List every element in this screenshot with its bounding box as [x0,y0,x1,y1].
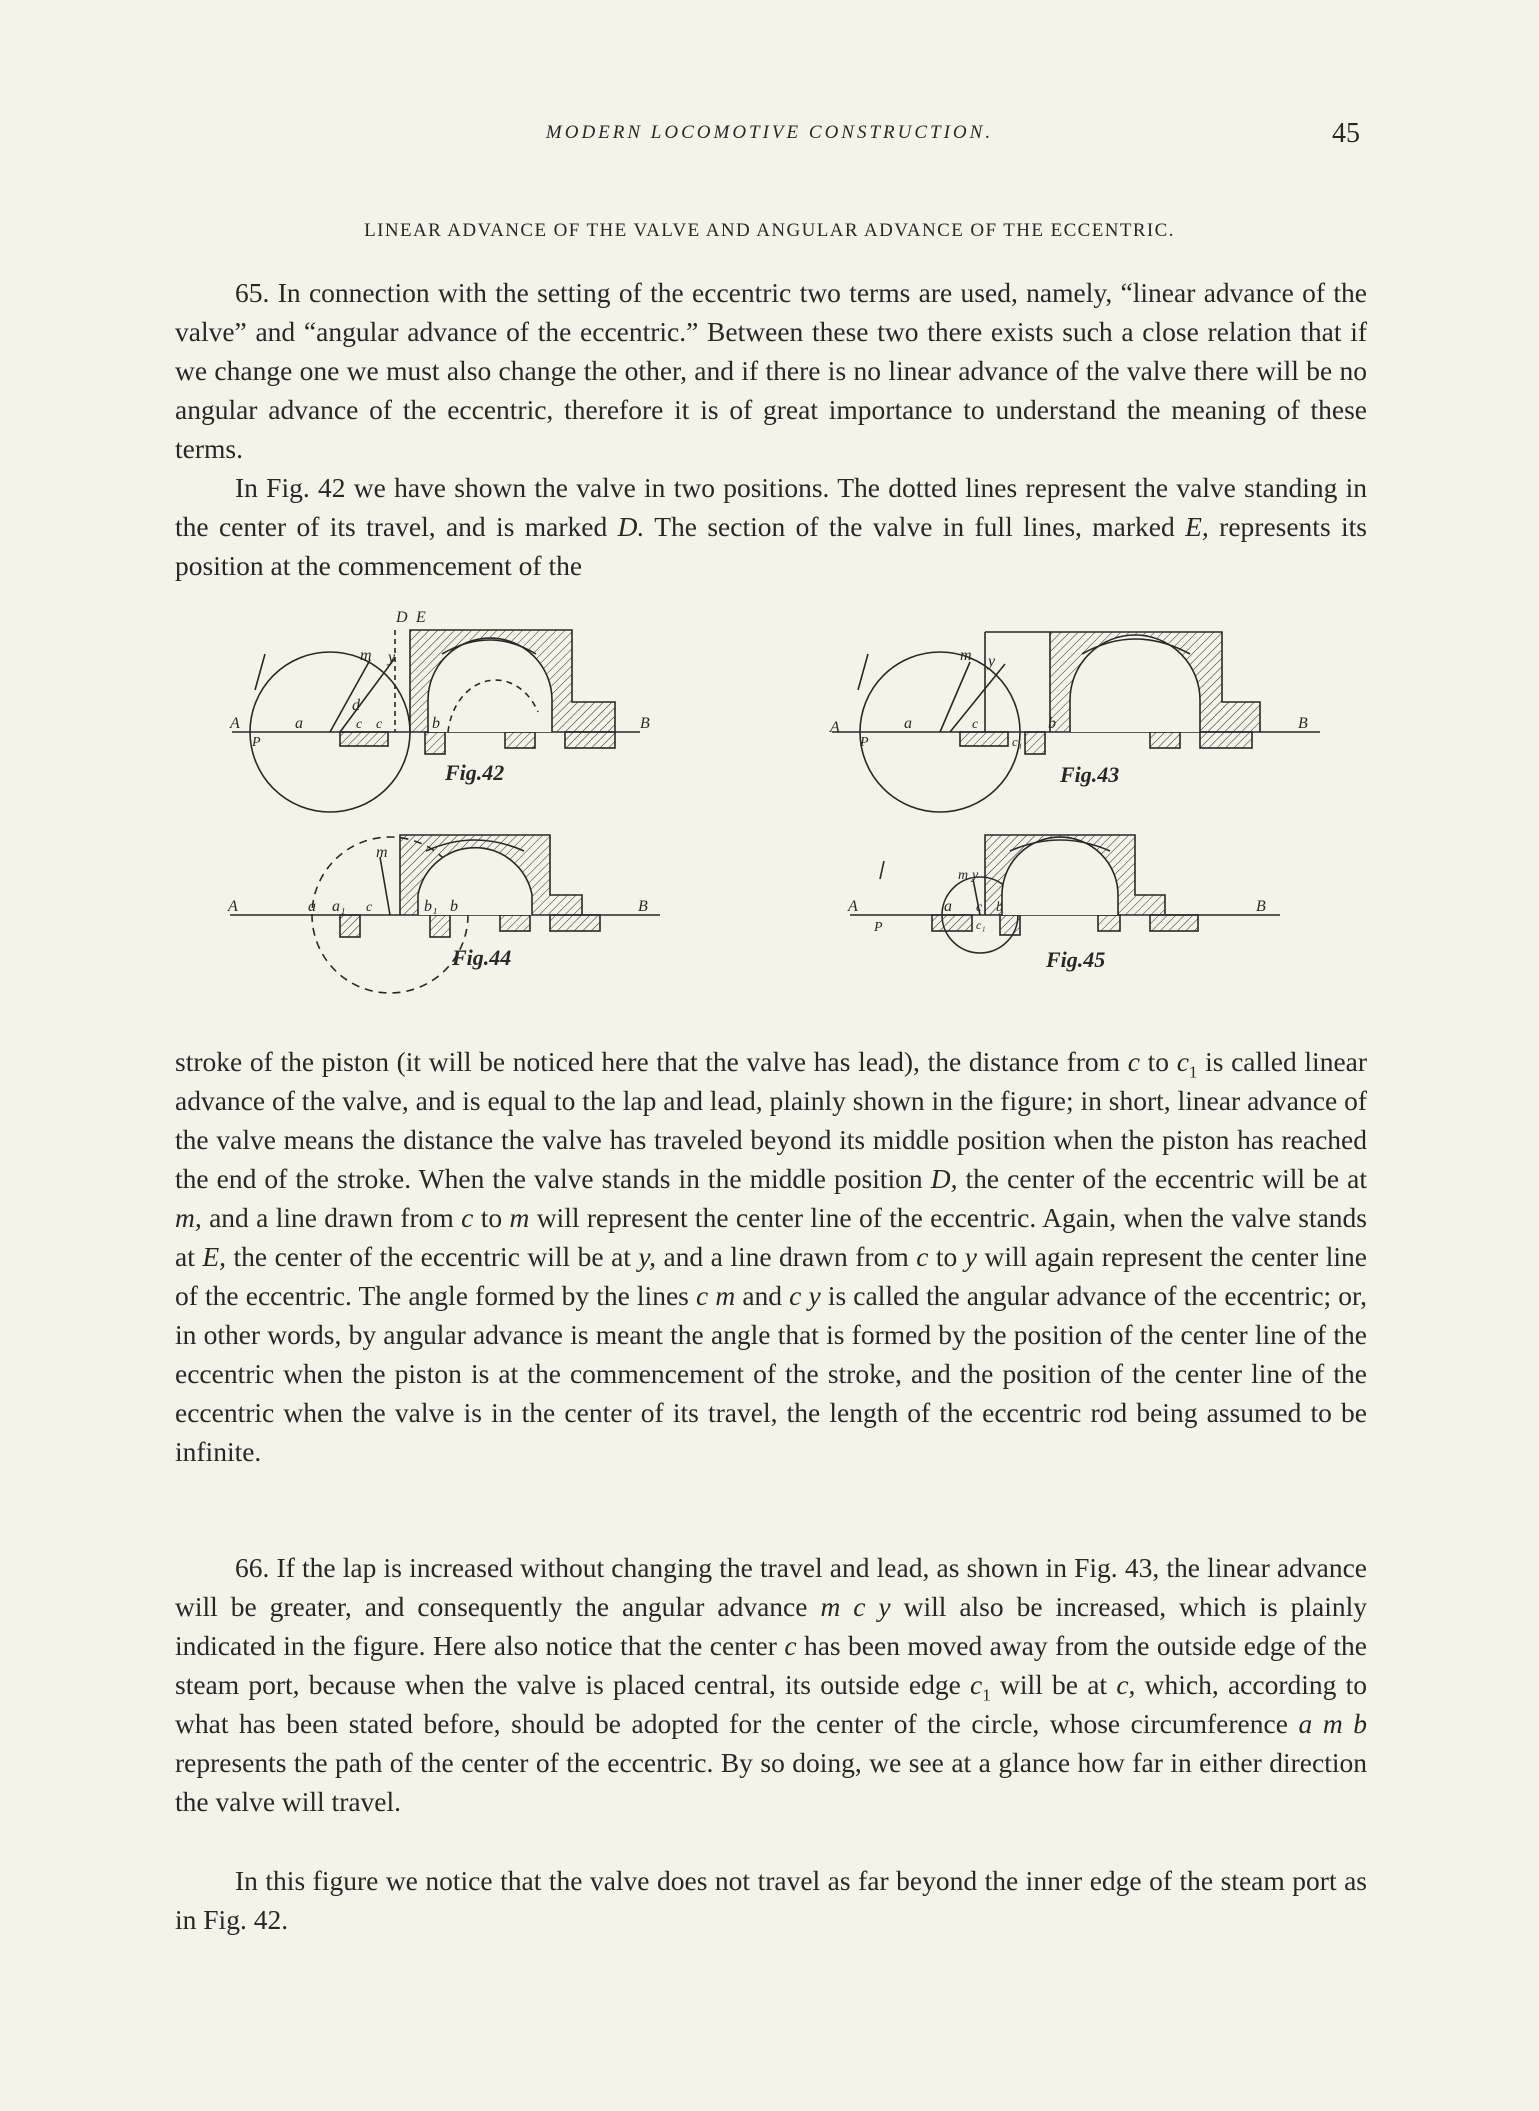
label-b: b [1048,715,1056,732]
caption-fig-42: Fig.42 [445,760,505,785]
label-B: B [1298,715,1308,732]
label-y: y [988,653,996,670]
page-number: 45 [1332,118,1360,149]
paragraph-65: 65. In connection with the setting of the eccentric two terms are used, namely, “linear advance of the valve” and “angular advance of the eccentric.” Between these two there exists such a close relation that if we change one we must also change the other, and if there is no linear advance of the valve there will be no angular advance of the eccentric, therefore it is of great importance to understand the meaning of these terms. [175,277,1367,464]
caption-fig-44: Fig.44 [452,945,512,970]
label-a1: a₁ [332,898,346,915]
label-y: y [388,649,396,666]
label-a: a [295,715,303,732]
paragraph-fig42-intro: In Fig. 42 we have shown the valve in two positions. The dotted lines represent the valve standing in the center of its travel, and is marked D. The section of the valve in full lines, marked E, represents its position at the commencement of the [175,472,1367,581]
figure-45 [847,835,1280,972]
label-P: P [252,735,261,750]
running-head: MODERN LOCOMOTIVE CONSTRUCTION. [545,122,994,143]
label-a: a [944,898,952,915]
label-a: a [308,898,316,915]
label-c1: c₁ [1012,734,1023,749]
valve-figures [220,610,1340,1020]
caption-fig-43: Fig.43 [1060,762,1120,787]
label-a: a [904,715,912,732]
label-c1: c₁ [976,918,986,932]
label-y: y [972,868,979,883]
label-b1: b₁ [424,898,438,915]
label-m: m [360,647,372,664]
section-heading: LINEAR ADVANCE OF THE VALVE AND ANGULAR ADVANCE OF THE ECCENTRIC. [364,220,1175,241]
label-m: m [960,647,972,664]
label-A: A [830,719,840,736]
label-c1: c [376,717,383,732]
label-P: P [860,735,869,750]
paragraph-linear-advance: stroke of the piston (it will be noticed here that the valve has lead), the distance from c to $c_1$ is called linear advance of the valve, and is equal to the lap and lead, plainly shown in the figure; in short, linear advance of the valve means the distance the valve has traveled beyond its middle position when the piston has reached the end of the stroke. When the valve stands in the middle position D, the center of the eccentric will be at m, and a line drawn from c to m will represent the center line of the eccentric. Again, when the valve stands at E, the center of the eccentric will be at y, and a line drawn from c to y will again represent the center line of the eccentric. The angle formed by the lines c m and c y is called the angular advance of the eccentric; or, in other words, by angular advance is meant the angle that is formed by the position of the center line of the eccentric when the piston is at the commencement of the stroke, and the position of the center line of the eccentric when the valve is in the center of its travel, the length of the eccentric rod being assumed to be infinite. [175,1046,1368,1467]
label-b: b [450,898,458,915]
label-c: c [972,717,979,732]
label-A: A [228,898,238,915]
label-B: B [638,898,648,915]
figure-42 [229,610,650,812]
label-d: d [352,697,360,714]
label-D: D [396,610,408,626]
label-b: b [996,900,1003,915]
caption-fig-45: Fig.45 [1046,947,1106,972]
label-c: c [356,717,363,732]
label-b: b [432,715,440,732]
label-c: c [976,900,983,915]
label-B: B [640,715,650,732]
label-A: A [848,898,858,915]
label-E: E [416,610,426,626]
label-P: P [874,920,883,935]
paragraph-fig43-note: In this figure we notice that the valve does not travel as far beyond the inner edge of the steam port as in Fig. 42. [175,1865,1367,1935]
figure-44 [227,835,660,993]
label-c: c [366,900,373,915]
paragraph-66: 66. If the lap is increased without changing the travel and lead, as shown in Fig. 43, the linear advance will be greater, and consequently the angular advance m c y will also be increased, which is plainly indicated in the figure. Here also notice that the center c has been moved away from the outside edge of the steam port, because when the valve is placed central, its outside edge $c_1$ will be at c, which, according to what has been stated before, should be adopted for the center of the circle, whose circumference a m b represents the path of the center of the eccentric. By so doing, we see at a glance how far in either direction the valve will travel. [175,1552,1368,1817]
label-m: m [376,844,388,861]
label-B: B [1256,898,1266,915]
label-m: m [958,868,969,883]
label-A: A [230,715,240,732]
figure-43 [829,632,1320,812]
